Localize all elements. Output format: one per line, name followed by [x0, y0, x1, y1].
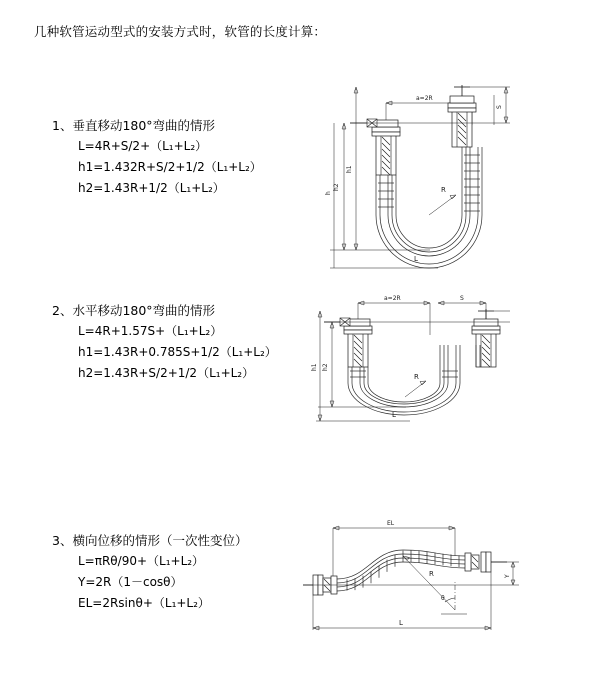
svg-text:EL: EL [387, 520, 395, 527]
svg-text:a=2R: a=2R [384, 295, 401, 302]
section-2-formula-3: h2=1.43R+S/2+1/2（L₁+L₂） [78, 366, 255, 380]
svg-text:R: R [429, 570, 434, 578]
svg-text:L: L [414, 255, 418, 263]
section-3-formula-1: L=πRθ/90+（L₁+L₂） [78, 554, 205, 568]
section-2-formula-1: L=4R+1.57S+（L₁+L₂） [78, 324, 223, 338]
svg-text:θ: θ [441, 595, 445, 602]
vertical-180-bend-diagram [310, 75, 550, 275]
svg-text:S: S [460, 295, 464, 302]
section-1-formula-3: h2=1.43R+1/2（L₁+L₂） [78, 181, 225, 195]
section-1-index: 1、 [52, 118, 73, 133]
section-3-text [52, 530, 247, 614]
section-2-text [52, 300, 277, 384]
section-2-title-line [52, 300, 277, 321]
svg-text:R: R [414, 373, 419, 381]
horizontal-180-bend-diagram [310, 285, 550, 435]
section-1-text [52, 115, 262, 199]
svg-text:a=2R: a=2R [416, 95, 433, 102]
section-2-index: 2、 [52, 303, 73, 318]
lateral-offset-diagram [295, 510, 545, 640]
section-1-title: 垂直移动180°弯曲的情形 [72, 118, 216, 133]
svg-text:h1: h1 [346, 165, 353, 173]
svg-text:S: S [496, 105, 503, 109]
section-3-formula-2: Y=2R（1－cosθ） [78, 575, 183, 589]
svg-text:Y: Y [504, 574, 511, 578]
section-3-title-line [52, 530, 247, 551]
svg-text:h2: h2 [333, 183, 340, 191]
svg-text:h: h [325, 191, 332, 195]
section-2-title: 水平移动180°弯曲的情形 [72, 303, 216, 318]
section-3-formula-3: EL=2Rsinθ+（L₁+L₂） [78, 596, 210, 610]
svg-text:R: R [441, 186, 446, 194]
page-title: 几种软管运动型式的安装方式时，软管的长度计算： [34, 24, 327, 39]
section-2-formula-2: h1=1.43R+0.785S+1/2（L₁+L₂） [78, 345, 277, 359]
svg-text:h1: h1 [311, 363, 318, 371]
section-1-formula-1: L=4R+S/2+（L₁+L₂） [78, 139, 208, 153]
svg-text:h2: h2 [322, 363, 329, 371]
svg-text:L: L [392, 411, 396, 419]
section-1-formula-2: h1=1.432R+S/2+1/2（L₁+L₂） [78, 160, 262, 174]
section-3-index: 3、 [52, 533, 73, 548]
section-1-title-line [52, 115, 262, 136]
svg-text:L: L [399, 619, 403, 627]
section-3-title: 横向位移的情形（一次性变位） [72, 533, 248, 548]
